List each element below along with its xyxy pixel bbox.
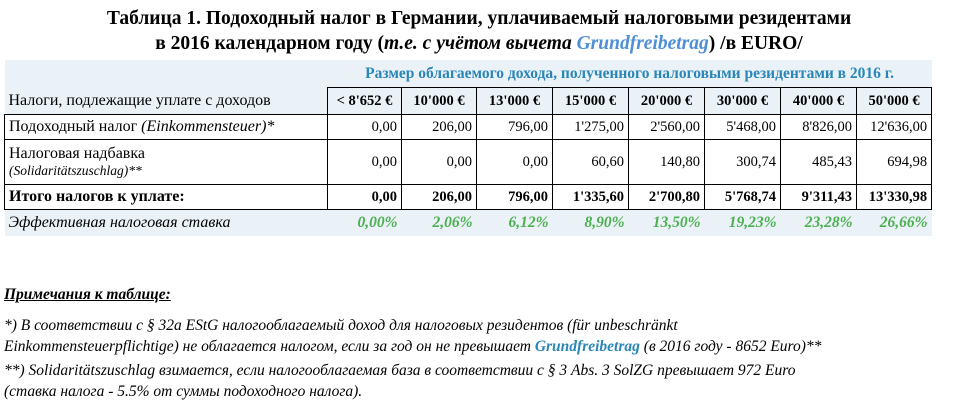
table-cell: 2,06% [402, 210, 477, 237]
table-cell: 1'335,60 [553, 185, 629, 210]
note-2-line-2: (ставка налога - 5.5% от суммы подоходного налога). [4, 383, 363, 400]
income-subheader: Размер облагаемого дохода, полученного налоговыми резидентами в 2016 г. [328, 60, 932, 88]
table-cell: 1'275,00 [553, 115, 629, 140]
row-label: Эффективная налоговая ставка [5, 210, 328, 237]
column-header: 13'000 € [477, 88, 553, 115]
table-cell: 796,00 [477, 185, 553, 210]
column-header: 40'000 € [781, 88, 857, 115]
table-cell: 5'768,74 [705, 185, 781, 210]
table-cell: 6,12% [477, 210, 553, 237]
tax-table [4, 60, 932, 236]
table-cell: 13,50% [629, 210, 705, 237]
table-cell: 206,00 [402, 115, 477, 140]
title-line-2: в 2016 календарном году (т.е. с учётом вычета Grundfreibetrag) /в EURO/ [155, 33, 803, 54]
table-row-surcharge [5, 140, 932, 185]
table-cell: 694,98 [857, 140, 932, 185]
subheader-row [5, 60, 932, 88]
column-header: 20'000 € [629, 88, 705, 115]
table-cell: 0,00 [328, 185, 402, 210]
row-label: Налоговая надбавка (Solidaritätszuschlag)** [5, 140, 328, 185]
table-cell: 206,00 [402, 185, 477, 210]
table-cell: 23,28% [781, 210, 857, 237]
table-cell: 26,66% [857, 210, 932, 237]
table-row-total [5, 185, 932, 210]
table-cell: 0,00 [328, 115, 402, 140]
table-cell: 140,80 [629, 140, 705, 185]
grundfreibetrag-term: Grundfreibetrag [534, 338, 640, 355]
table-cell: 0,00 [477, 140, 553, 185]
table-cell: 60,60 [553, 140, 629, 185]
table-cell: 8,90% [553, 210, 629, 237]
notes-heading: Примечания к таблице: [4, 286, 171, 303]
table-row-income-tax [5, 115, 932, 140]
row-header-label: Налоги, подлежащие уплате с доходов [5, 88, 328, 115]
note-1-line-1: *) В соответствии с § 32a EStG налогооблагаемый доход для налоговых резидентов (für unbeschränkt [4, 317, 678, 334]
table-cell: 485,43 [781, 140, 857, 185]
table-cell: 0,00 [328, 140, 402, 185]
table-cell: 2'700,80 [629, 185, 705, 210]
column-header: 15'000 € [553, 88, 629, 115]
column-header: < 8'652 € [328, 88, 402, 115]
column-header: 30'000 € [705, 88, 781, 115]
table-notes [4, 284, 958, 402]
table-cell: 0,00 [402, 140, 477, 185]
title-line-1: Таблица 1. Подоходный налог в Германии, уплачиваемый налоговыми резидентами [106, 8, 852, 29]
table-cell: 9'311,43 [781, 185, 857, 210]
note-1-line-2: Einkommensteuerpflichtige) не облагается налогом, если за год он не превышает Grundfreibetrag (в 2016 году - 8652 Euro)** [4, 338, 822, 355]
table-cell: 796,00 [477, 115, 553, 140]
column-header-row [5, 88, 932, 115]
table-cell: 13'330,98 [857, 185, 932, 210]
table-cell: 12'636,00 [857, 115, 932, 140]
column-header: 10'000 € [402, 88, 477, 115]
row-label: Итого налогов к уплате: [5, 185, 328, 210]
column-header: 50'000 € [857, 88, 932, 115]
table-cell: 0,00% [328, 210, 402, 237]
table-title [0, 6, 958, 56]
grundfreibetrag-term: Grundfreibetrag [576, 33, 709, 54]
row-label: Подоходный налог (Einkommensteuer)* [5, 115, 328, 140]
table-cell: 5'468,00 [705, 115, 781, 140]
table-cell: 8'826,00 [781, 115, 857, 140]
note-2-line-1: **) Solidaritätszuschlag взимается, если налогооблагаемая база в соответствии с § 3 Abs. 3 SolZG превышает 972 Euro [4, 362, 796, 379]
table-cell: 19,23% [705, 210, 781, 237]
table-cell: 2'560,00 [629, 115, 705, 140]
table-row-effective-rate [5, 210, 932, 237]
table-cell: 300,74 [705, 140, 781, 185]
